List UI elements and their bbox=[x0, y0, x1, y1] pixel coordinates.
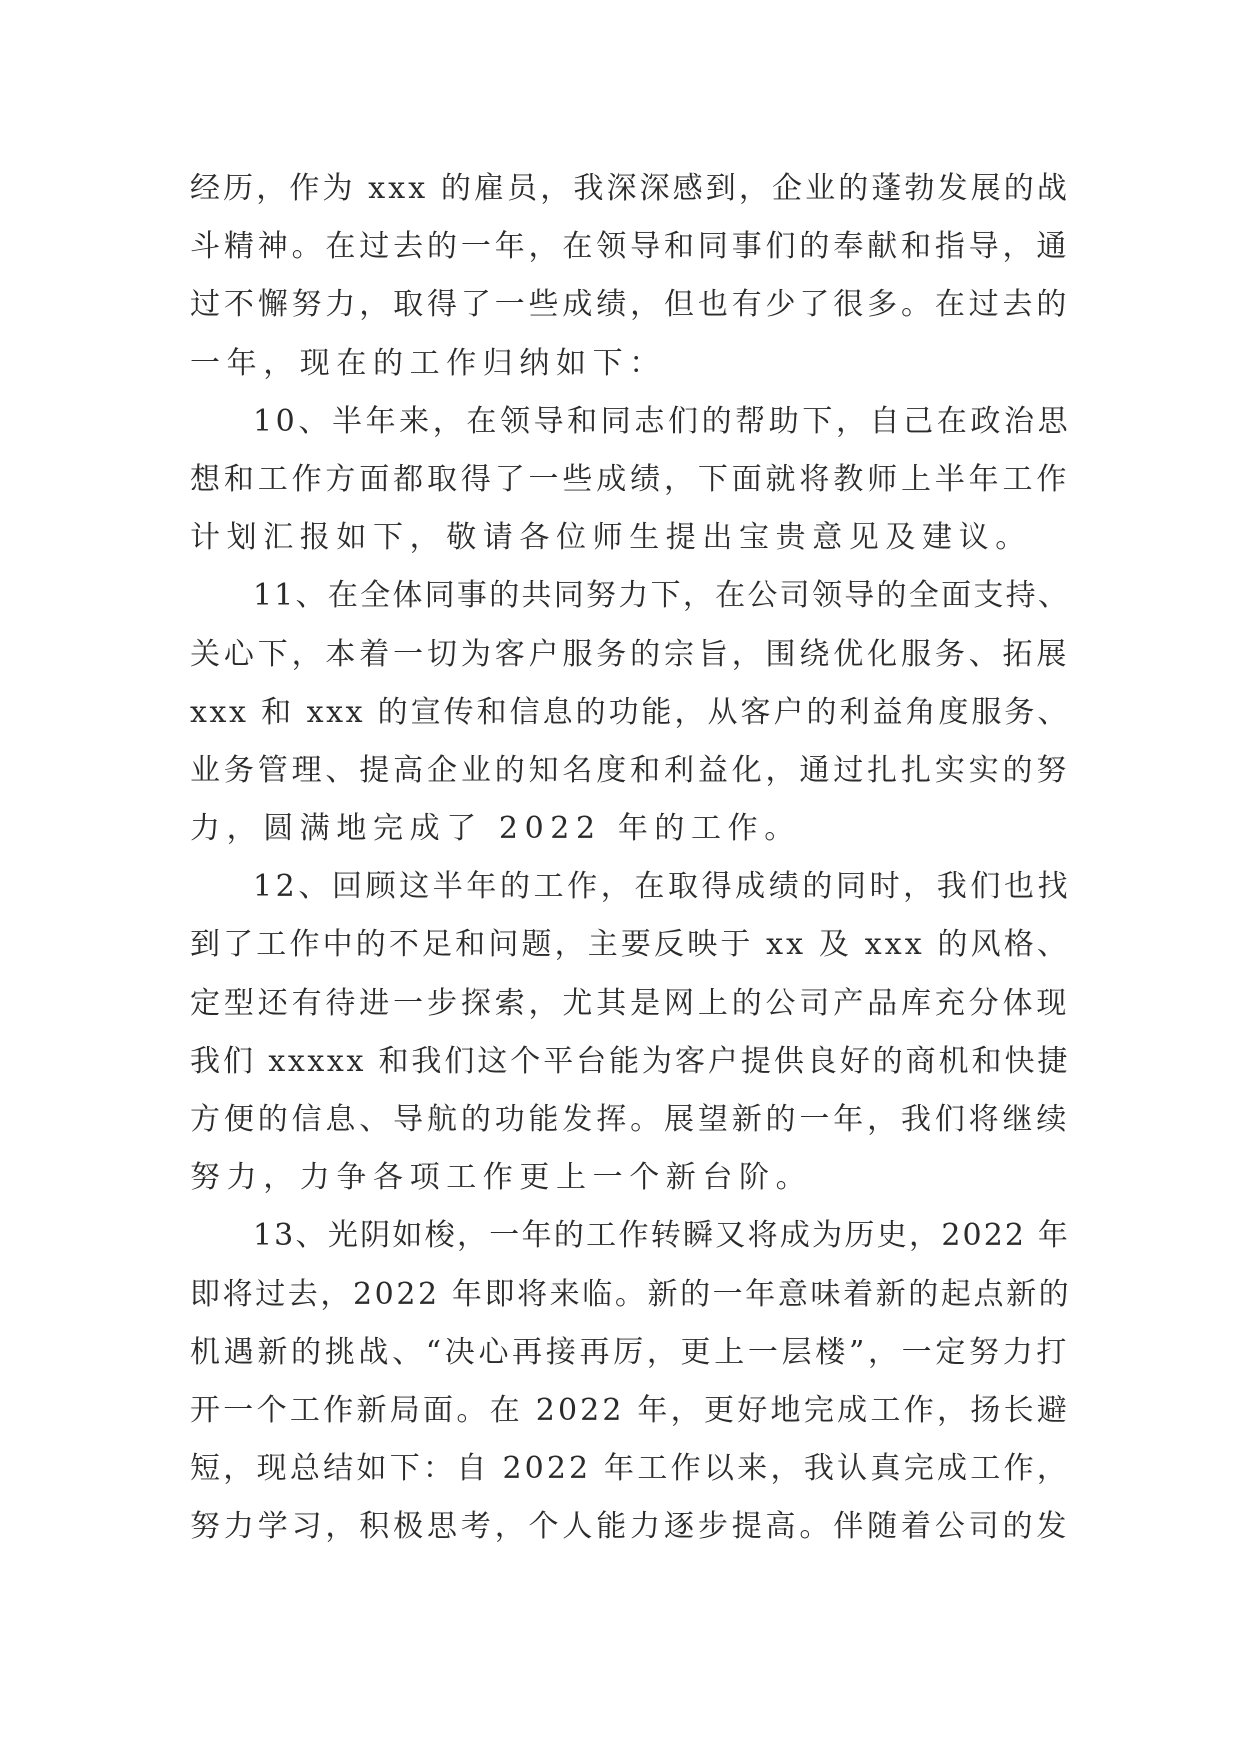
text-line: 方便的信息、导航的功能发挥。展望新的一年，我们将继续 bbox=[190, 1102, 1070, 1137]
text-line: 13、光阴如梭，一年的工作转瞬又将成为历史，2022 年 bbox=[253, 1218, 1070, 1254]
text-line: xxx 和 xxx 的宣传和信息的功能，从客户的利益角度服务、 bbox=[190, 694, 1070, 730]
text-line: 斗精神。在过去的一年，在领导和同事们的奉献和指导，通 bbox=[190, 229, 1070, 265]
text-line: 业务管理、提高企业的知名度和利益化，通过扎扎实实的努 bbox=[190, 752, 1070, 788]
text-line: 计划汇报如下，敬请各位师生提出宝贵意见及建议。 bbox=[190, 520, 1032, 556]
paragraph-12 bbox=[190, 858, 1070, 1207]
text-line: 到了工作中的不足和问题，主要反映于 xx 及 xxx 的风格、 bbox=[190, 927, 1070, 963]
text-line: 机遇新的挑战、“决心再接再厉，更上一层楼”，一定努力打 bbox=[190, 1334, 1070, 1370]
text-line: 即将过去，2022 年即将来临。新的一年意味着新的起点新的 bbox=[190, 1276, 1072, 1312]
text-line: 努力学习，积极思考，个人能力逐步提高。伴随着公司的发 bbox=[190, 1509, 1070, 1545]
text-line: 我们 xxxxx 和我们这个平台能为客户提供良好的商机和快捷 bbox=[190, 1043, 1070, 1079]
text-line: 10、半年来，在领导和同志们的帮助下，自己在政治思 bbox=[253, 403, 1072, 439]
document-body bbox=[190, 160, 1070, 1557]
text-line: 开一个工作新局面。在 2022 年，更好地完成工作，扬长避 bbox=[190, 1392, 1070, 1428]
text-line: 经历，作为 xxx 的雇员，我深深感到，企业的蓬勃发展的战 bbox=[190, 171, 1070, 206]
text-line: 关心下，本着一切为客户服务的宗旨，围绕优化服务、拓展 bbox=[190, 636, 1070, 672]
paragraph-11 bbox=[190, 567, 1070, 858]
paragraph-10 bbox=[190, 393, 1070, 568]
text-line: 过不懈努力，取得了一些成绩，但也有少了很多。在过去的 bbox=[190, 287, 1070, 323]
text-line: 一年，现在的工作归纳如下： bbox=[190, 345, 666, 381]
text-line: 12、回顾这半年的工作，在取得成绩的同时，我们也找 bbox=[253, 869, 1072, 905]
paragraph-13 bbox=[190, 1207, 1070, 1556]
text-line: 想和工作方面都取得了一些成绩，下面就将教师上半年工作 bbox=[190, 461, 1070, 497]
text-line: 努力，力争各项工作更上一个新台阶。 bbox=[190, 1160, 813, 1196]
text-line: 力，圆满地完成了 2022 年的工作。 bbox=[190, 811, 801, 847]
text-line: 短，现总结如下：自 2022 年工作以来，我认真完成工作， bbox=[190, 1451, 1070, 1487]
text-line: 11、在全体同事的共同努力下，在公司领导的全面支持、 bbox=[253, 578, 1070, 614]
paragraph-intro bbox=[190, 160, 1070, 393]
text-line: 定型还有待进一步探索，尤其是网上的公司产品库充分体现 bbox=[190, 985, 1070, 1021]
